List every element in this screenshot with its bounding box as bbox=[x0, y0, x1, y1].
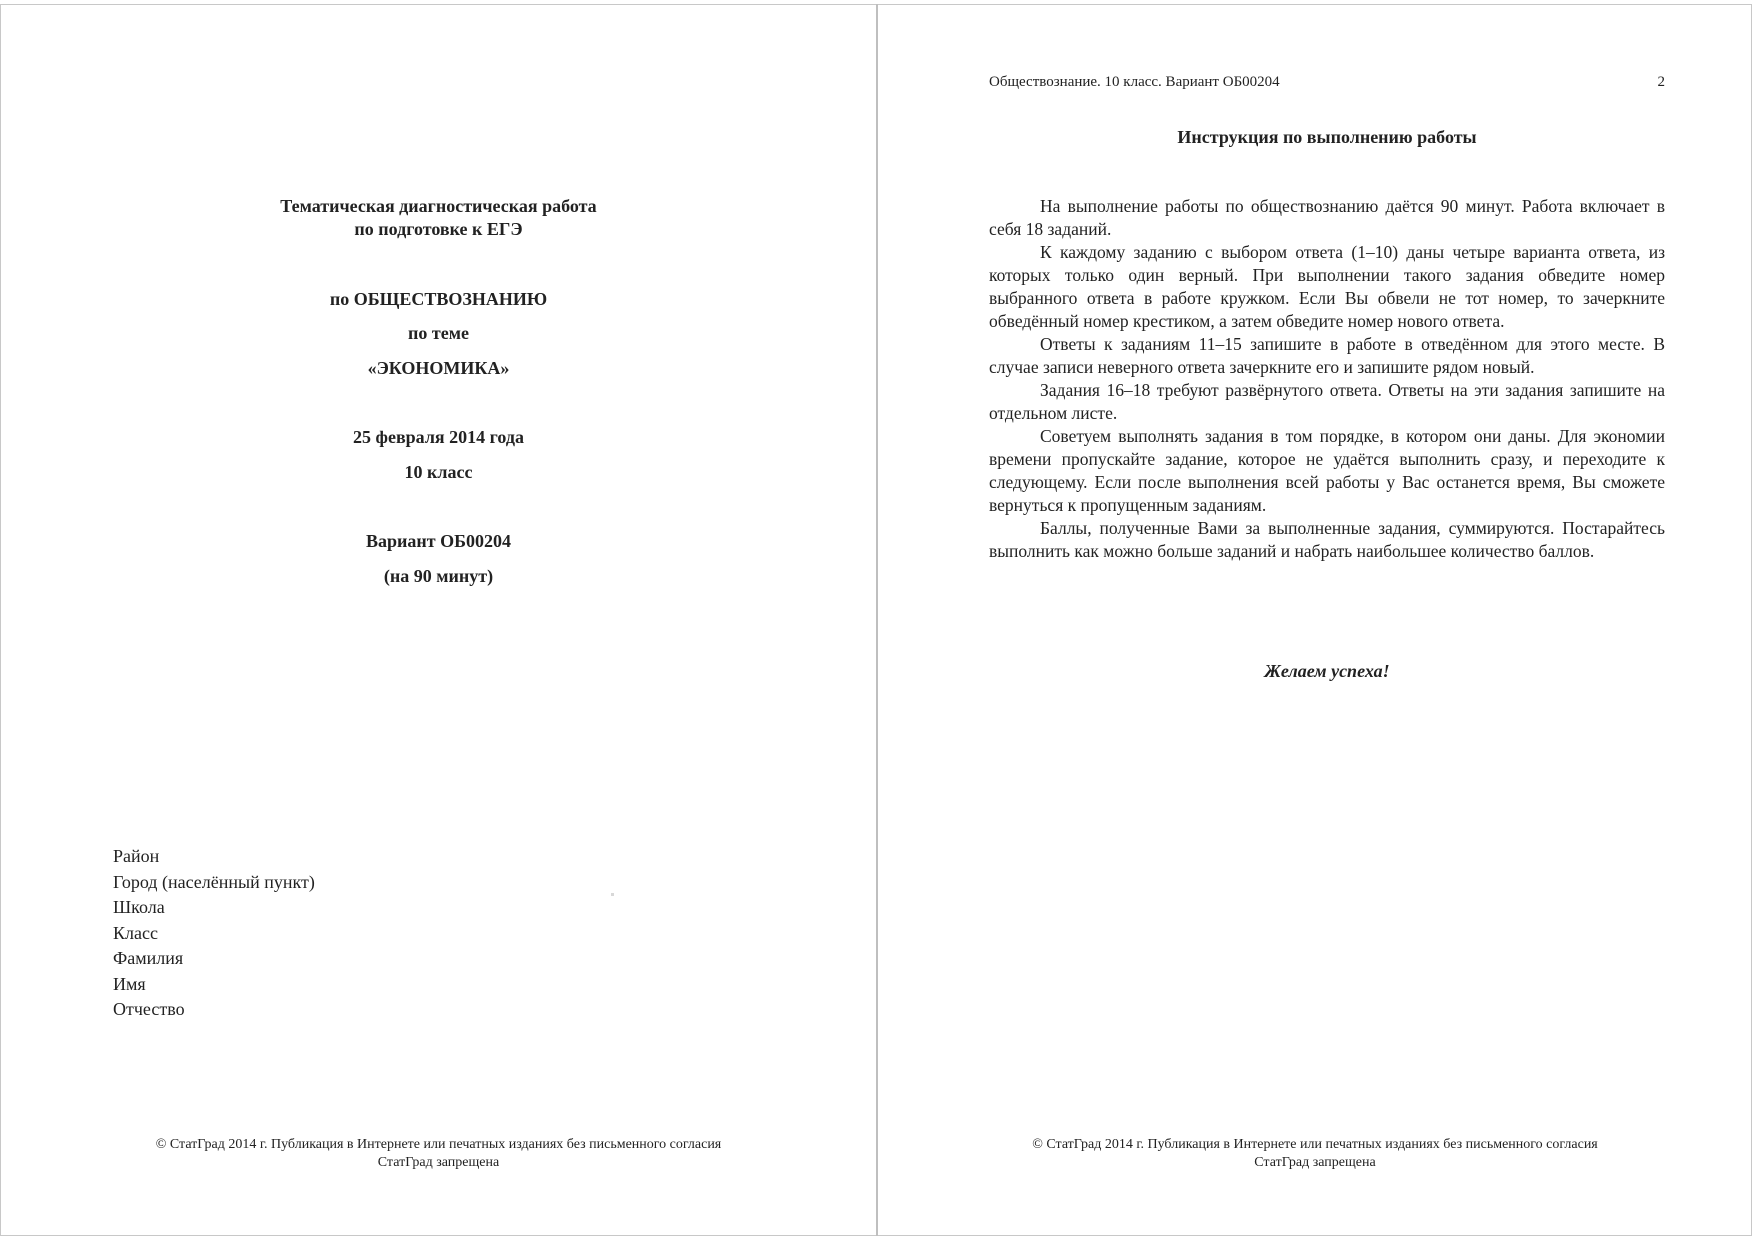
field-name: Имя bbox=[113, 973, 146, 994]
document-title bbox=[1, 195, 876, 241]
footer-line-1: © СтатГрад 2014 г. Публикация в Интернете или печатных изданиях без письменного согласия bbox=[155, 1137, 722, 1152]
footer-line-2: СтатГрад запрещена bbox=[377, 1155, 500, 1170]
stray-mark bbox=[611, 893, 614, 896]
paragraph: На выполнение работы по обществознанию даётся 90 минут. Работа включает в себя 18 заданий. bbox=[989, 196, 1665, 239]
paragraph: Советуем выполнять задания в том порядке, в котором они даны. Для экономии времени пропускайте задание, которое не удаётся выполнить сразу, и переходите к следующему. Если после выполнения всей работы у Вас останется время, Вы сможете вернуться к пропущенным заданиям. bbox=[989, 426, 1665, 515]
field-patronymic: Отчество bbox=[113, 999, 185, 1019]
paragraph: К каждому заданию с выбором ответа (1–10) даны четыре варианта ответа, из которых только один верный. При выполнении такого задания обведите номер выбранного ответа в работе кружком. Если Вы обвели не тот номер, то зачеркните обведённый номер крестиком, а затем обведите номер нового ответа. bbox=[989, 242, 1665, 331]
subject: по ОБЩЕСТВОЗНАНИЮ bbox=[329, 289, 548, 309]
field-school: Школа bbox=[113, 897, 165, 917]
field-class: Класс bbox=[113, 922, 158, 943]
duration: (на 90 минут) bbox=[383, 566, 494, 586]
copyright-footer bbox=[1, 1136, 876, 1172]
instructions-title: Инструкция по выполнению работы bbox=[1177, 127, 1477, 147]
closing-wish: Желаем успеха! bbox=[1264, 661, 1390, 681]
paragraph: Ответы к заданиям 11–15 запишите в работе в отведённом для этого месте. В случае записи неверного ответа зачеркните его и запишите рядом новый. bbox=[989, 334, 1665, 377]
paragraph: Задания 16–18 требуют развёрнутого ответа. Ответы на эти задания запишите на отдельном листе. bbox=[989, 380, 1665, 423]
field-district: Район bbox=[113, 846, 160, 866]
topic-label: по теме bbox=[408, 323, 469, 343]
field-city: Город (населённый пункт) bbox=[113, 871, 315, 892]
header-text: Обществознание. 10 класс. Вариант ОБ00204 bbox=[989, 74, 1280, 90]
footer-line-2: СтатГрад запрещена bbox=[1254, 1155, 1376, 1170]
grade: 10 класс bbox=[404, 462, 473, 482]
field-surname: Фамилия bbox=[113, 948, 184, 968]
student-info-fields bbox=[113, 844, 315, 1023]
title-line-1: Тематическая диагностическая работа bbox=[280, 196, 597, 216]
right-page bbox=[878, 5, 1752, 1235]
instructions-body bbox=[989, 195, 1665, 563]
footer-line-1: © СтатГрад 2014 г. Публикация в Интернете или печатных изданиях без письменного согласия bbox=[1032, 1137, 1598, 1152]
paragraph: Баллы, полученные Вами за выполненные задания, суммируются. Постарайтесь выполнить как можно больше заданий и набрать наибольшее количество баллов. bbox=[989, 518, 1665, 561]
variant: Вариант ОБ00204 bbox=[365, 531, 511, 551]
topic: «ЭКОНОМИКА» bbox=[367, 358, 510, 378]
running-header bbox=[989, 72, 1665, 92]
title-line-2: по подготовке к ЕГЭ bbox=[354, 219, 523, 239]
exam-date: 25 февраля 2014 года bbox=[353, 427, 524, 447]
left-page bbox=[1, 5, 876, 1235]
copyright-footer bbox=[878, 1136, 1752, 1172]
page-number: 2 bbox=[1657, 74, 1665, 90]
